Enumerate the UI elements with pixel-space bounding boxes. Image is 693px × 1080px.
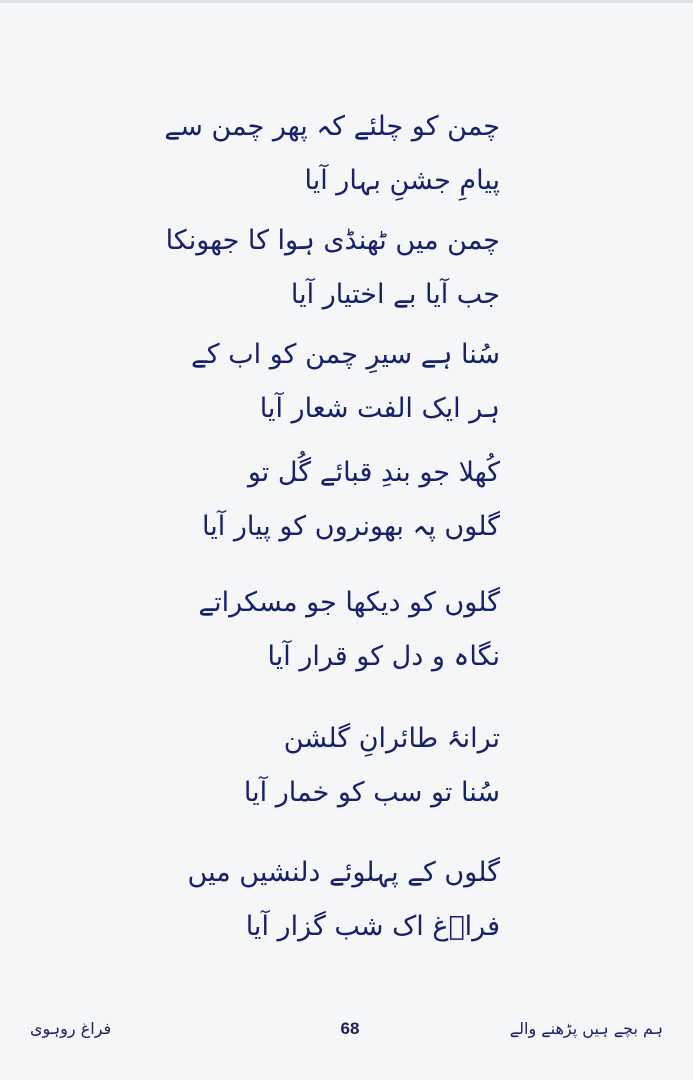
- poet-name: فراغ روہوی: [30, 1019, 112, 1038]
- poem-line: فراؔغ اک شب گزار آیا: [245, 911, 500, 942]
- page-top-edge: [0, 0, 693, 3]
- poem-line: گلوں کو دیکھا جو مسکراتے: [198, 587, 500, 618]
- poem-line: گلوں کے پہلوئے دلنشیں میں: [187, 857, 500, 888]
- poem-line: ترانۂ طائرانِ گلشن: [283, 723, 500, 754]
- poem-line: جب آیا بے اختیار آیا: [290, 279, 500, 310]
- stanza-5: [198, 576, 500, 684]
- poem-line: سُنا تو سب کو خمار آیا: [243, 777, 500, 808]
- stanza-2: [165, 214, 500, 322]
- poem-line: کُھلا جو بندِ قبائے گُل تو: [247, 457, 500, 488]
- poem-line: گلوں پہ بھونروں کو پیار آیا: [202, 511, 500, 542]
- poem-line: چمن میں ٹھنڈی ہوا کا جھونکا: [165, 225, 500, 256]
- stanza-3: [190, 328, 500, 436]
- stanza-1: [164, 100, 500, 208]
- book-title: ہم بچے ہیں پڑھنے والے: [509, 1019, 663, 1038]
- poem-line: پیامِ جشنِ بہار آیا: [304, 165, 500, 196]
- page-number: 68: [340, 1019, 360, 1038]
- stanza-7: [187, 846, 500, 954]
- poem-line: سُنا ہے سیرِ چمن کو اب کے: [190, 339, 500, 370]
- poem-line: ہر ایک الفت شعار آیا: [259, 393, 500, 424]
- stanza-4: [202, 446, 500, 554]
- poem-line: چمن کو چلئے کہ پھر چمن سے: [164, 111, 500, 142]
- poem-line: نگاہ و دل کو قرار آیا: [267, 641, 500, 672]
- stanza-6: [210, 712, 500, 820]
- page-footer: [0, 1015, 693, 1051]
